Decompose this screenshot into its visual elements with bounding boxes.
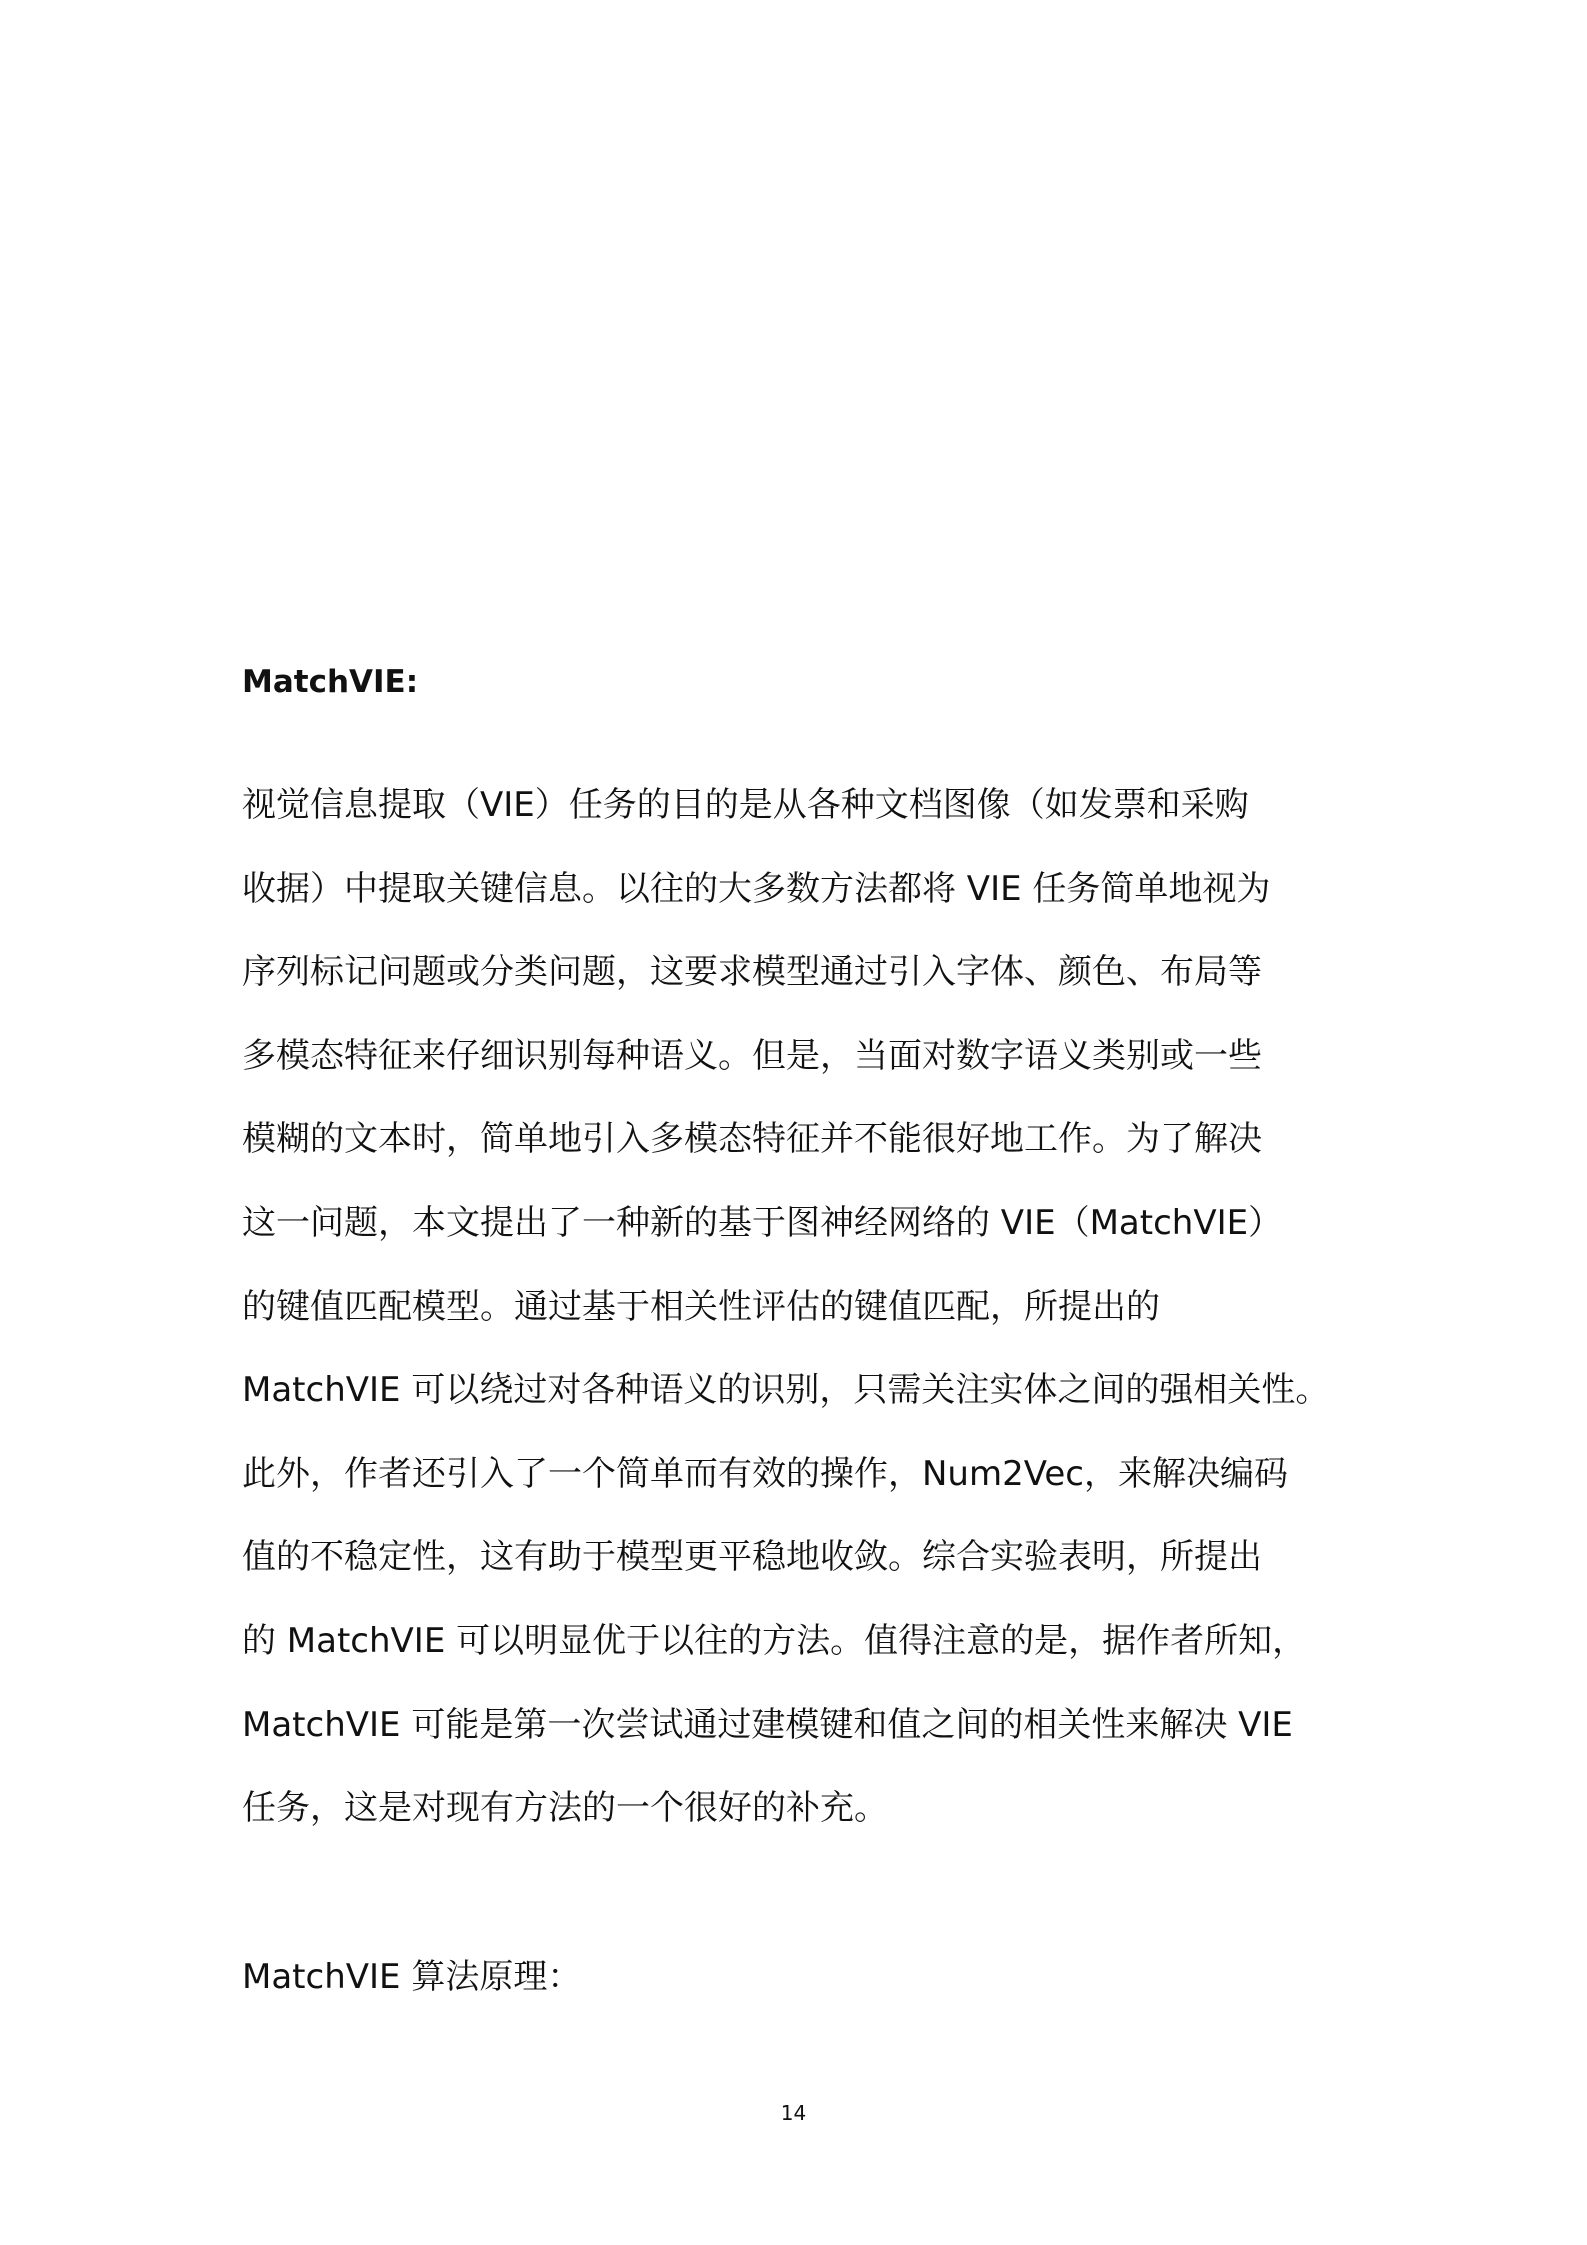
paragraph-line: 视觉信息提取（VIE）任务的目的是从各种文档图像（如发票和采购	[242, 785, 1249, 825]
subsection-heading: MatchVIE 算法原理：	[242, 1957, 582, 1997]
paragraph-line: 的键值匹配模型。通过基于相关性评估的键值匹配，所提出的	[242, 1286, 1160, 1327]
paragraph-line: 模糊的文本时，简单地引入多模态特征并不能很好地工作。为了解决	[242, 1119, 1262, 1160]
paragraph-line: 序列标记问题或分类问题，这要求模型通过引入字体、颜色、布局等	[242, 952, 1262, 993]
paragraph-line: 值的不稳定性，这有助于模型更平稳地收敛。综合实验表明，所提出	[242, 1537, 1262, 1578]
section-heading: MatchVIE:	[242, 664, 419, 700]
body-paragraph	[242, 778, 1382, 1865]
paragraph-line: 多模态特征来仔细识别每种语义。但是，当面对数字语义类别或一些	[242, 1035, 1262, 1076]
paragraph-line: 此外，作者还引入了一个简单而有效的操作，Num2Vec，来解决编码	[242, 1453, 1288, 1494]
paragraph-line: MatchVIE 可以绕过对各种语义的识别，只需关注实体之间的强相关性。	[242, 1370, 1330, 1411]
paragraph-line: 这一问题，本文提出了一种新的基于图神经网络的 VIE（MatchVIE）	[242, 1202, 1283, 1243]
page-number: 14	[780, 2101, 807, 2125]
paragraph-line: 收据）中提取关键信息。以往的大多数方法都将 VIE 任务简单地视为	[242, 868, 1271, 909]
paragraph-line: 任务，这是对现有方法的一个很好的补充。	[242, 1788, 888, 1829]
paragraph-line: MatchVIE 可能是第一次尝试通过建模键和值之间的相关性来解决 VIE	[242, 1704, 1293, 1745]
paragraph-line: 的 MatchVIE 可以明显优于以往的方法。值得注意的是，据作者所知，	[242, 1620, 1307, 1661]
